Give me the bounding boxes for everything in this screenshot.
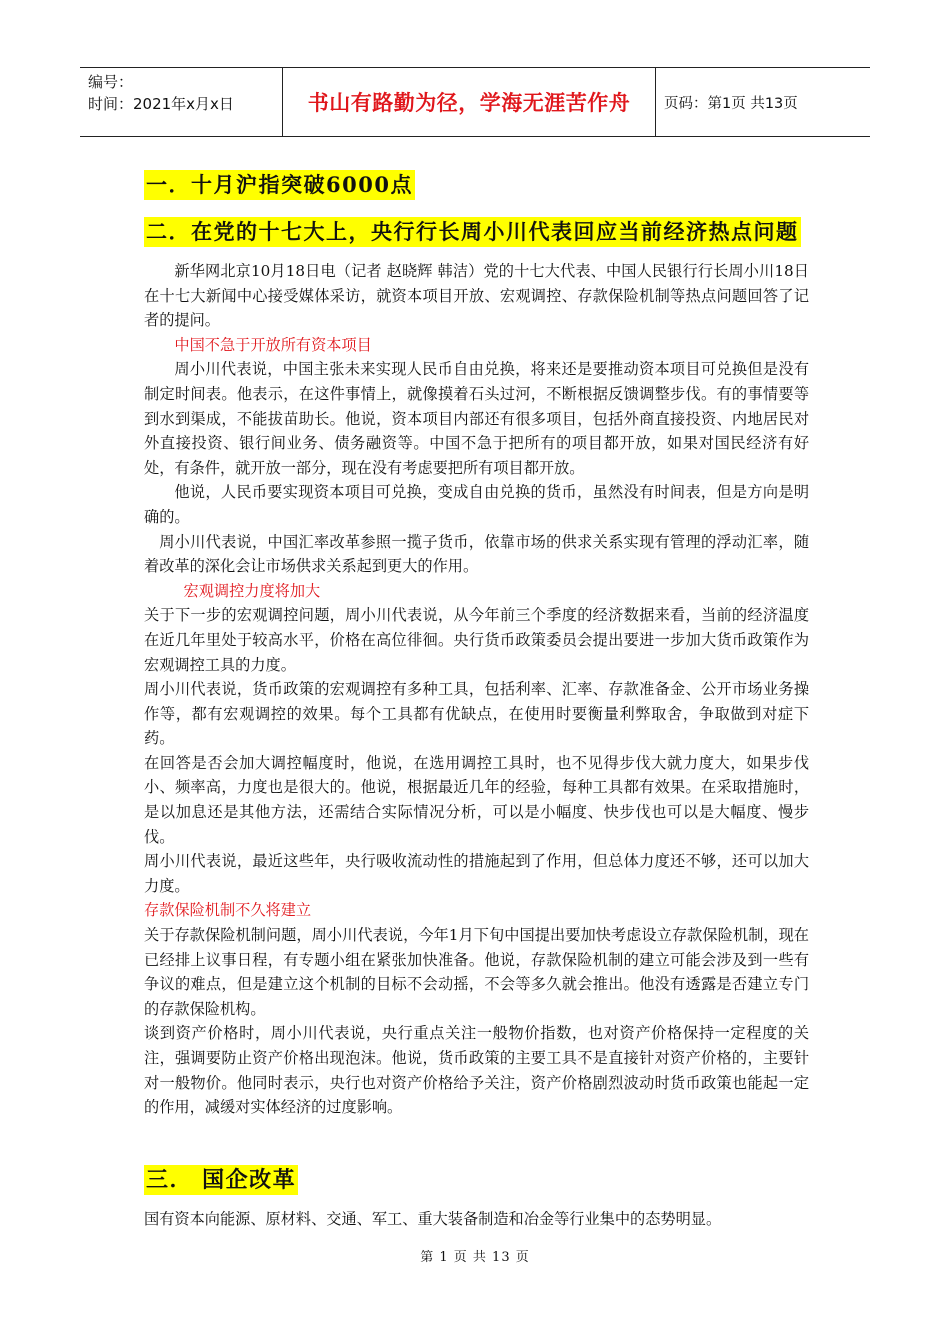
paragraph: 在回答是否会加大调控幅度时，他说，在选用调控工具时，也不见得步伐大就力度大，如果步伐小、频率高，力度也是很大的。他说，根据最近几年的经验，每种工具都有效果。在采取措施时，是以加息还是其他方法，还需结合实际情况分析，可以是小幅度、快步伐也可以是大幅度、慢步伐。: [144, 753, 809, 846]
section-heading-2: 二．在党的十七大上，央行行长周小川代表回应当前经济热点问题: [144, 217, 801, 247]
paragraph: 谈到资产价格时，周小川代表说，央行重点关注一般物价指数，也对资产价格保持一定程度的关注，强调要防止资产价格出现泡沫。他说，货币政策的主要工具不是直接针对资产价格的，主要针对一般物价。他同时表示，央行也对资产价格给予关注，资产价格剧烈波动时货币政策也能起一定的作用，减缓对实体经济的过度影响。: [144, 1024, 809, 1117]
document-date-label: 时间：2021年x月x日: [88, 95, 234, 113]
paragraph: 关于存款保险机制问题，周小川代表说，今年1月下旬中国提出要加快考虑设立存款保险机制，现在已经排上议事日程，有专题小组在紧张加快准备。他说，存款保险机制的建立可能会涉及到一些有争议的难点，但是建立这个机制的目标不会动摇，不会等多久就会推出。他没有透露是否建立专门的存款保险机构。: [144, 926, 809, 1018]
page-footer: 第 1 页 共 13 页: [420, 1250, 530, 1265]
subheading-macro-control: 宏观调控力度将加大: [183, 581, 321, 600]
paragraph: 周小川代表说，最近这些年，央行吸收流动性的措施起到了作用，但总体力度还不够，还可以加大力度。: [144, 852, 809, 895]
section-heading-3: 三． 国企改革: [146, 1167, 297, 1193]
article-body: [144, 259, 809, 1120]
paragraph-soe-reform: 国有资本向能源、原材料、交通、军工、重大装备制造和冶金等行业集中的态势明显。: [144, 1210, 722, 1228]
paragraph: 周小川代表说，货币政策的宏观调控有多种工具，包括利率、汇率、存款准备金、公开市场业务操作等，都有宏观调控的效果。每个工具都有优缺点，在使用时要衡量利弊取舍，争取做到对症下药。: [144, 680, 809, 748]
paragraph-intro: 新华网北京10月18日电（记者 赵晓辉 韩洁）党的十七大代表、中国人民银行行长周小川18日在十七大新闻中心接受媒体采访，就资本项目开放、宏观调控、存款保险机制等热点问题回答了记者的提问。: [144, 262, 809, 330]
document-number-label: 编号：: [88, 73, 134, 91]
header-page-info: 页码：第1页 共13页: [664, 95, 798, 112]
paragraph: 周小川代表说，中国主张未来实现人民币自由兑换，将来还是要推动资本项目可兑换但是没有制定时间表。他表示，在这件事情上，就像摸着石头过河，不断根据反馈调整步伐。有的事情要等到水到渠成，不能拔苗助长。他说，资本项目内部还有很多项目，包括外商直接投资、内地居民对外直接投资、银行间业务、债务融资等。中国不急于把所有的项目都开放，如果对国民经济有好处，有条件，就开放一部分，现在没有考虑要把所有项目都开放。: [144, 360, 809, 477]
section-heading-1: 一．十月沪指突破6000点: [144, 170, 415, 200]
paragraph: 他说，人民币要实现资本项目可兑换，变成自由兑换的货币，虽然没有时间表，但是方向是明确的。: [144, 483, 809, 526]
page-header: [80, 67, 870, 137]
subheading-capital-account: 中国不急于开放所有资本项目: [174, 335, 372, 354]
paragraph: 周小川代表说，中国汇率改革参照一揽子货币，依靠市场的供求关系实现有管理的浮动汇率，随着改革的深化会让市场供求关系起到更大的作用。: [144, 532, 809, 576]
paragraph: 关于下一步的宏观调控问题，周小川代表说，从今年前三个季度的经济数据来看，当前的经济温度在近几年里处于较高水平，价格在高位徘徊。央行货币政策委员会提出要进一步加大货币政策作为宏观调控工具的力度。: [144, 606, 809, 674]
subheading-deposit-insurance: 存款保险机制不久将建立: [144, 901, 312, 920]
header-meta: [80, 68, 283, 136]
header-motto: 书山有路勤为径，学海无涯苦作舟: [283, 68, 656, 136]
